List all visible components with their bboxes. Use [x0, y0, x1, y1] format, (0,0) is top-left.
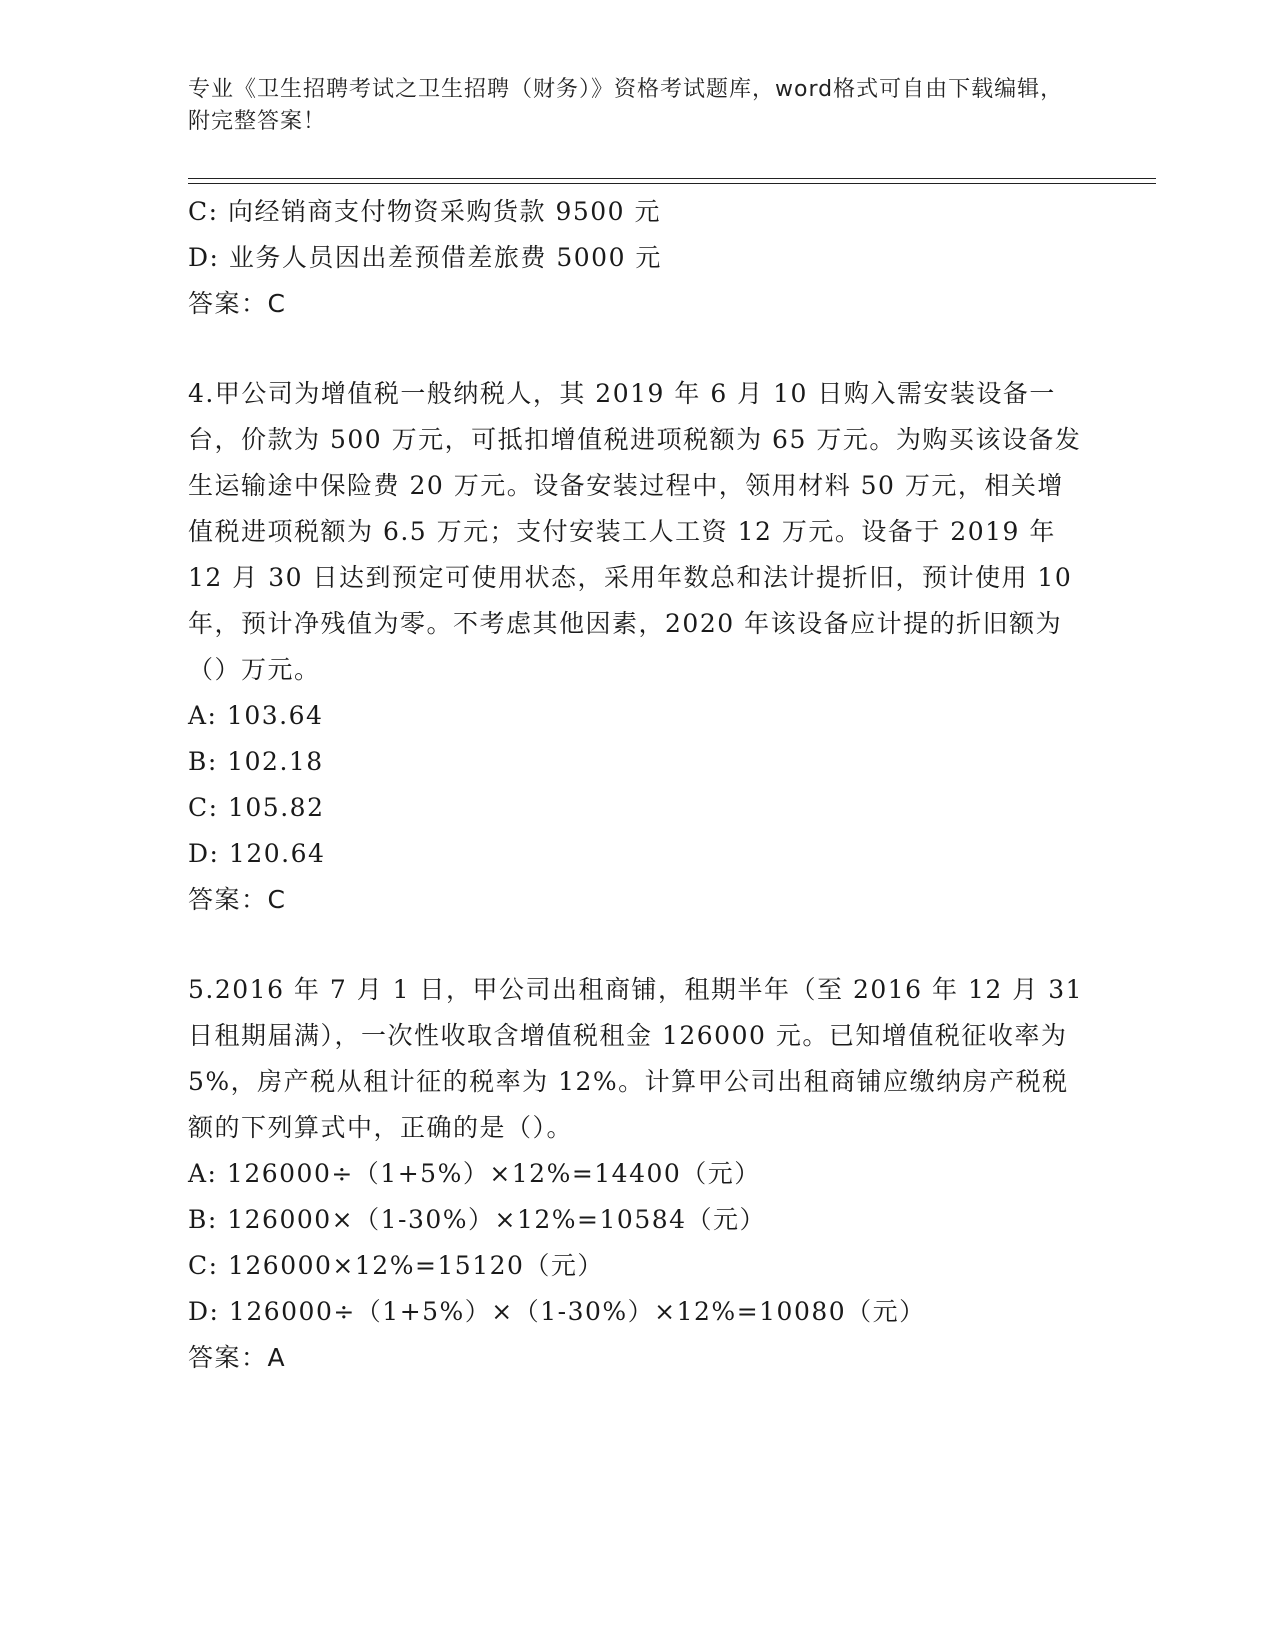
q5-answer: 答案：A	[188, 1343, 287, 1372]
q4-option-d: D: 120.64	[188, 839, 326, 868]
q3-answer: 答案：C	[188, 289, 287, 318]
q5-stem: 5.2016 年 7 月 1 日，甲公司出租商铺，租期半年（至 2016 年 12 月 31 日租期届满），一次性收取含增值税租金 126000 元。已知增值税征收率为 5%，房产税从租计征的税率为 12%。计算甲公司出租商铺应缴纳房产税税额的下列算式中，正确的是（）。	[188, 975, 1084, 1142]
q5-option-a: A: 126000÷（1+5%）×12%=14400（元）	[188, 1159, 761, 1188]
header-rule-top	[188, 178, 1156, 179]
q5-option-c: C: 126000×12%=15120（元）	[188, 1251, 604, 1280]
q4-option-a: A: 103.64	[188, 701, 324, 730]
q3-option-d: D: 业务人员因出差预借差旅费 5000 元	[188, 243, 662, 272]
document-header: 专业《卫生招聘考试之卫生招聘（财务）》资格考试题库，word格式可自由下载编辑，附完整答案！	[188, 77, 1064, 134]
q4-stem: 4.甲公司为增值税一般纳税人，其 2019 年 6 月 10 日购入需安装设备一台，价款为 500 万元，可抵扣增值税进项税额为 65 万元。为购买该设备发生运输途中保险费 20 万元。设备安装过程中，领用材料 50 万元，相关增值税进项税额为 6.5 万元；支付安装工人工资 12 万元。设备于 2019 年 12 月 30 日达到预定可使用状态，采用年数总和法计提折旧，预计使用 10 年，预计净残值为零。不考虑其他因素，2020 年该设备应计提的折旧额为（）万元。	[188, 379, 1082, 684]
q4-option-b: B: 102.18	[188, 747, 324, 776]
document-body	[188, 189, 1088, 1381]
q4-option-c: C: 105.82	[188, 793, 325, 822]
q4-answer: 答案：C	[188, 885, 287, 914]
spacer	[188, 327, 1088, 371]
q3-option-c: C: 向经销商支付物资采购货款 9500 元	[188, 197, 662, 226]
q5-option-d: D: 126000÷（1+5%）×（1-30%）×12%=10080（元）	[188, 1297, 926, 1326]
spacer	[188, 923, 1088, 967]
q5-option-b: B: 126000×（1-30%）×12%=10584（元）	[188, 1205, 767, 1234]
header-rule-bottom	[188, 183, 1156, 184]
